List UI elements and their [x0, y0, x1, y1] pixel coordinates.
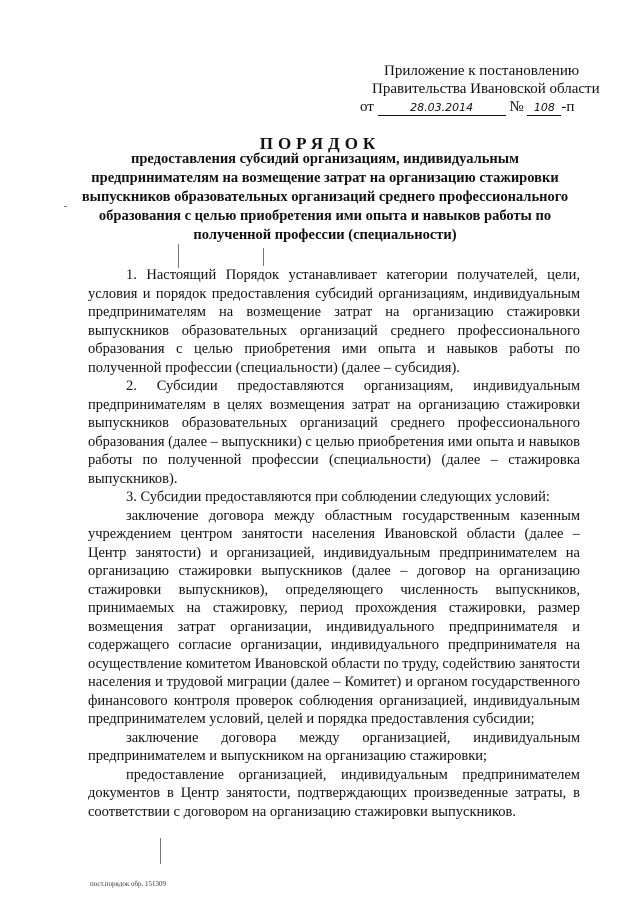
paragraph-condition-1: заключение договора между областным государственным казенным учреждением центром занятости населения Ивановской области (далее – Центр занятости) и организацией, индивидуальным предпринимателем на организацию стажировки выпускников (далее – договор на организацию стажировки выпускников), определяющего численность выпускников, принимаемых на стажировку, период прохождения стажировки, размер возмещения затрат организации, индивидуального предпринимателя и содержащего согласие организации, индивидуального предпринимателя на осуществление комитетом Ивановской области по труду, содействию занятости населения и трудовой миграции (далее – Комитет) и органом государственного финансового контроля проверок соблюдения организацией, индивидуальным предпринимателем условий, целей и порядка предоставления субсидии;: [88, 507, 580, 727]
scan-mark: [263, 248, 264, 266]
handwritten-date: 28.03.2014: [378, 101, 506, 116]
appendix-line-2: Правительства Ивановской области: [372, 81, 600, 97]
date-prefix: от: [360, 99, 374, 115]
resolution-date-number: [360, 98, 580, 116]
paragraph-condition-2: заключение договора между организацией, индивидуальным предпринимателем и выпускником на организацию стажировки;: [88, 729, 580, 764]
handwritten-number: 108: [527, 101, 561, 116]
scan-mark: [178, 244, 179, 268]
paragraph-condition-3: предоставление организацией, индивидуальным предпринимателем документов в Центр занятости, подтверждающих произведенные затраты, в соответствии с договором на организацию стажировки выпускников.: [88, 766, 580, 820]
number-prefix: №: [509, 99, 524, 115]
appendix-line-1: Приложение к постановлению: [384, 63, 580, 79]
document-body: [88, 266, 580, 821]
paragraph-3: 3. Субсидии предоставляются при соблюдении следующих условий:: [126, 489, 550, 505]
document-subtitle: предоставления субсидий организациям, индивидуальным предпринимателям на возмещение затрат на организацию стажировки выпускников образовательных организаций среднего профессионального образования с целью приобретения ими опыта и навыков работы по полученной профессии (специальности): [81, 151, 569, 243]
number-suffix: -п: [561, 99, 575, 115]
paragraph-2: 2. Субсидии предоставляются организациям, индивидуальным предпринимателям в целях возмещения затрат на организацию стажировки выпускников образовательных организаций среднего профессионального образования (далее – выпускники) с целью приобретения ими опыта и навыков работы по полученной профессии (специальности) (далее – стажировка выпускников).: [88, 378, 580, 487]
paragraph-1: 1. Настоящий Порядок устанавливает категории получателей, цели, условия и порядок предоставления субсидий организациям, индивидуальным предпринимателям на возмещение затрат на организацию стажировки выпускников образовательных организаций среднего профессионального образования с целью приобретения ими опыта и навыков работы по полученной профессии (специальности) (далее – субсидия).: [88, 267, 580, 376]
footer-file-code: пост.порядок обр. 151309: [90, 880, 167, 888]
appendix-block: [360, 62, 600, 116]
scan-mark: [160, 838, 161, 864]
scan-mark: [64, 206, 67, 207]
document-title: ПОРЯДОК: [259, 134, 381, 153]
